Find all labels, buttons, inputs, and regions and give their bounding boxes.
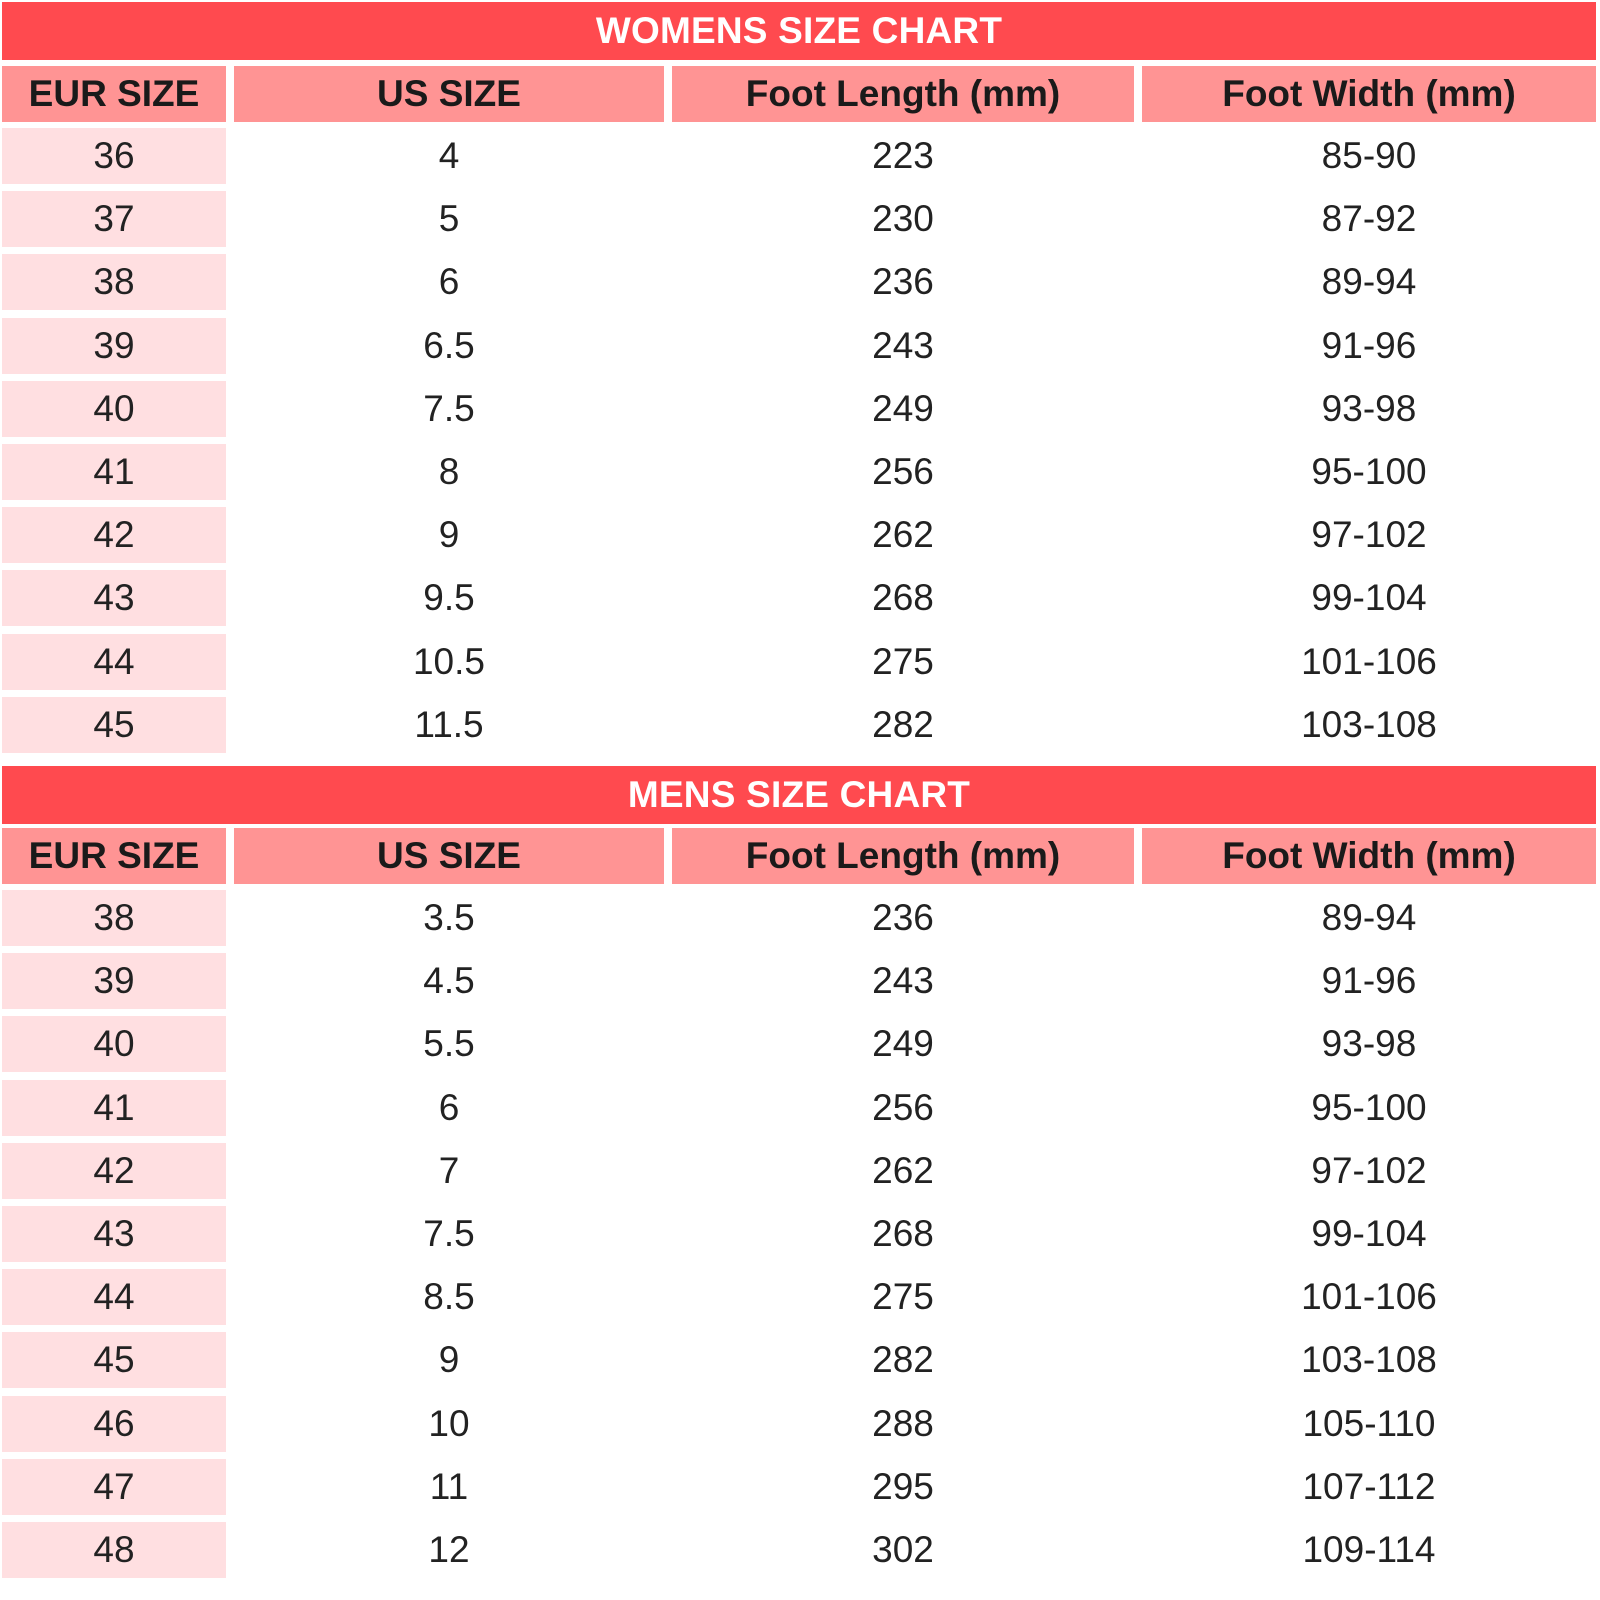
- us-size-cell: 10: [428, 1402, 470, 1444]
- foot-width-cell: 93-98: [1321, 1023, 1417, 1065]
- foot-length-cell: 249: [872, 387, 934, 429]
- us-size-cell: 3.5: [423, 897, 475, 938]
- us-size-cell: 8.5: [423, 1276, 475, 1318]
- eur-size-cell: 42: [2, 1143, 226, 1199]
- foot-width-cell: 91-96: [1321, 324, 1417, 366]
- eur-size-cell: 45: [2, 1332, 226, 1388]
- foot-length-cell: 249: [872, 1023, 934, 1065]
- eur-size-cell: 43: [2, 1206, 226, 1262]
- mens-chart-title: MENS SIZE CHART: [2, 766, 1596, 824]
- foot-width-cell: 101-106: [1301, 1276, 1437, 1318]
- table-row: [0, 890, 1600, 946]
- eur-size-cell: 44: [2, 634, 226, 690]
- table-row: [0, 1206, 1600, 1262]
- header-foot-length: Foot Length (mm): [672, 828, 1134, 884]
- foot-length-cell: 288: [872, 1402, 934, 1444]
- table-row: [0, 254, 1600, 310]
- foot-width-cell: 91-96: [1321, 960, 1417, 1002]
- us-size-cell: 10.5: [412, 640, 485, 682]
- table-row: [0, 381, 1600, 437]
- us-size-cell: 11.5: [414, 703, 484, 745]
- eur-size-cell: 41: [2, 1080, 226, 1136]
- eur-size-cell: 46: [2, 1396, 226, 1452]
- foot-width-cell: 109-114: [1302, 1529, 1436, 1570]
- foot-length-cell: 256: [872, 1086, 934, 1128]
- foot-length-cell: 256: [872, 451, 934, 492]
- foot-width-cell: 99-104: [1311, 1213, 1427, 1254]
- table-row: [0, 570, 1600, 626]
- foot-length-cell: 302: [872, 1529, 934, 1570]
- foot-length-cell: 262: [872, 514, 934, 556]
- us-size-cell: 4: [438, 135, 460, 176]
- us-size-cell: 7: [438, 1149, 460, 1191]
- foot-length-cell: 230: [872, 198, 934, 240]
- foot-width-cell: 101-106: [1301, 640, 1437, 682]
- table-row: [0, 1396, 1600, 1452]
- us-size-cell: 5.5: [423, 1023, 475, 1065]
- foot-length-cell: 223: [872, 135, 934, 176]
- foot-width-cell: 89-94: [1321, 897, 1417, 938]
- eur-size-cell: 40: [2, 381, 226, 437]
- foot-width-cell: 97-102: [1311, 1149, 1427, 1191]
- us-size-cell: 4.5: [423, 960, 475, 1002]
- eur-size-cell: 40: [2, 1016, 226, 1072]
- eur-size-cell: 42: [2, 507, 226, 563]
- foot-length-cell: 268: [872, 577, 934, 619]
- table-row: [0, 1143, 1600, 1199]
- foot-length-cell: 282: [872, 703, 934, 745]
- foot-length-cell: 275: [872, 640, 934, 682]
- table-row: [0, 1080, 1600, 1136]
- eur-size-cell: 37: [2, 191, 226, 247]
- foot-length-cell: 275: [872, 1276, 934, 1318]
- foot-width-cell: 99-104: [1311, 577, 1427, 619]
- foot-length-cell: 236: [872, 261, 934, 303]
- header-us-size: US SIZE: [234, 828, 664, 884]
- header-foot-width: Foot Width (mm): [1142, 828, 1596, 884]
- foot-length-cell: 262: [872, 1149, 934, 1191]
- foot-width-cell: 103-108: [1301, 703, 1437, 745]
- table-row: [0, 1522, 1600, 1578]
- table-row: [0, 1332, 1600, 1388]
- us-size-cell: 7.5: [423, 1213, 475, 1254]
- us-size-cell: 6: [438, 261, 460, 303]
- eur-size-cell: 48: [2, 1522, 226, 1578]
- table-row: [0, 128, 1600, 184]
- foot-length-cell: 243: [872, 960, 934, 1002]
- foot-width-cell: 87-92: [1321, 198, 1417, 240]
- eur-size-cell: 44: [2, 1269, 226, 1325]
- header-foot-length: Foot Length (mm): [672, 66, 1134, 122]
- table-row: [0, 634, 1600, 690]
- mens-header-row: [0, 828, 1600, 884]
- foot-length-cell: 282: [872, 1339, 934, 1381]
- header-eur-size: EUR SIZE: [2, 66, 226, 122]
- womens-chart-title: WOMENS SIZE CHART: [2, 2, 1596, 60]
- us-size-cell: 5: [438, 198, 460, 240]
- foot-width-cell: 97-102: [1311, 514, 1427, 556]
- us-size-cell: 6: [438, 1086, 460, 1128]
- us-size-cell: 8: [438, 451, 460, 492]
- foot-width-cell: 95-100: [1311, 451, 1427, 492]
- table-row: [0, 318, 1600, 374]
- us-size-cell: 12: [428, 1529, 470, 1570]
- foot-width-cell: 85-90: [1321, 135, 1417, 176]
- womens-header-row: [0, 66, 1600, 122]
- eur-size-cell: 36: [2, 128, 226, 184]
- table-row: [0, 697, 1600, 753]
- foot-width-cell: 103-108: [1301, 1339, 1437, 1381]
- us-size-cell: 7.5: [423, 387, 475, 429]
- table-row: [0, 1459, 1600, 1515]
- us-size-cell: 11: [429, 1465, 469, 1507]
- header-foot-width: Foot Width (mm): [1142, 66, 1596, 122]
- foot-width-cell: 107-112: [1302, 1465, 1436, 1507]
- foot-length-cell: 268: [872, 1213, 934, 1254]
- header-eur-size: EUR SIZE: [2, 828, 226, 884]
- eur-size-cell: 39: [2, 318, 226, 374]
- eur-size-cell: 38: [2, 254, 226, 310]
- us-size-cell: 9: [438, 1339, 460, 1381]
- table-row: [0, 1269, 1600, 1325]
- eur-size-cell: 45: [2, 697, 226, 753]
- foot-width-cell: 93-98: [1321, 387, 1417, 429]
- foot-length-cell: 295: [872, 1465, 934, 1507]
- us-size-cell: 9: [438, 514, 460, 556]
- us-size-cell: 6.5: [423, 324, 475, 366]
- header-us-size: US SIZE: [234, 66, 664, 122]
- table-row: [0, 1016, 1600, 1072]
- table-row: [0, 953, 1600, 1009]
- eur-size-cell: 38: [2, 890, 226, 946]
- foot-width-cell: 105-110: [1302, 1402, 1436, 1444]
- foot-width-cell: 89-94: [1321, 261, 1417, 303]
- foot-length-cell: 243: [872, 324, 934, 366]
- table-row: [0, 507, 1600, 563]
- foot-length-cell: 236: [872, 897, 934, 938]
- eur-size-cell: 41: [2, 444, 226, 500]
- us-size-cell: 9.5: [423, 577, 475, 619]
- foot-width-cell: 95-100: [1311, 1086, 1427, 1128]
- table-row: [0, 191, 1600, 247]
- eur-size-cell: 39: [2, 953, 226, 1009]
- eur-size-cell: 43: [2, 570, 226, 626]
- eur-size-cell: 47: [2, 1459, 226, 1515]
- table-row: [0, 444, 1600, 500]
